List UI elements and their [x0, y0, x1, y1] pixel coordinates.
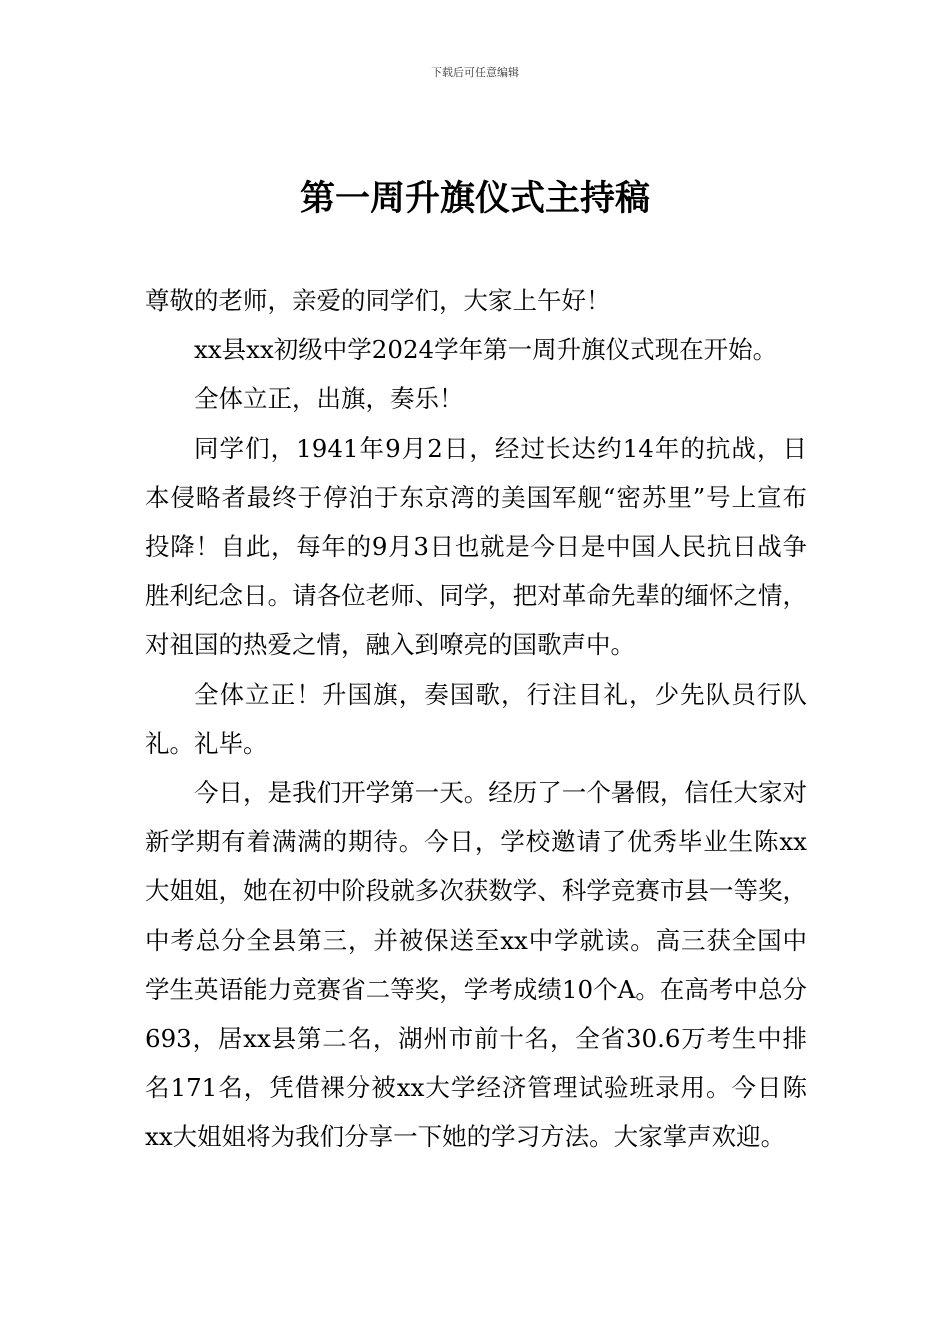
- paragraph-opening: xx县xx初级中学2024学年第一周升旗仪式现在开始。: [194, 335, 778, 365]
- paragraph-history: 同学们，1941年9月2日，经过长达约14年的抗战，日本侵略者最终于停泊于东京湾的美国军舰“密苏里”号上宣布投降！自此，每年的9月3日也就是今日是中国人民抗日战争胜利纪念日。请各位老师、同学，把对革命先辈的缅怀之情，对祖国的热爱之情，融入到嘹亮的国歌声中。: [145, 433, 807, 660]
- paragraph-introduction: 今日，是我们开学第一天。经历了一个暑假，信任大家对新学期有着满满的期待。今日，学校邀请了优秀毕业生陈xx大姐姐，她在初中阶段就多次获数学、科学竞赛市县一等奖，中考总分全县第三，并被保送至xx中学就读。高三获全国中学生英语能力竞赛省二等奖，学考成绩10个A。在高考中总分693，居xx县第二名，湖州市前十名，全省30.6万考生中排名171名，凭借裸分被xx大学经济管理试验班录用。今日陈xx大姐姐将为我们分享一下她的学习方法。大家掌声欢迎。: [145, 778, 807, 1152]
- paragraph-anthem: 全体立正！升国旗，奏国歌，行注目礼，少先队员行队礼。礼毕。: [145, 679, 807, 758]
- document-title: 第一周升旗仪式主持稿: [299, 178, 650, 219]
- paragraph-greeting: 尊敬的老师，亲爱的同学们，大家上午好！: [145, 286, 611, 315]
- header-note: 下载后可任意编辑: [431, 66, 519, 79]
- paragraph-flag-out: 全体立正，出旗，奏乐！: [194, 384, 464, 414]
- document-body: [145, 276, 807, 1162]
